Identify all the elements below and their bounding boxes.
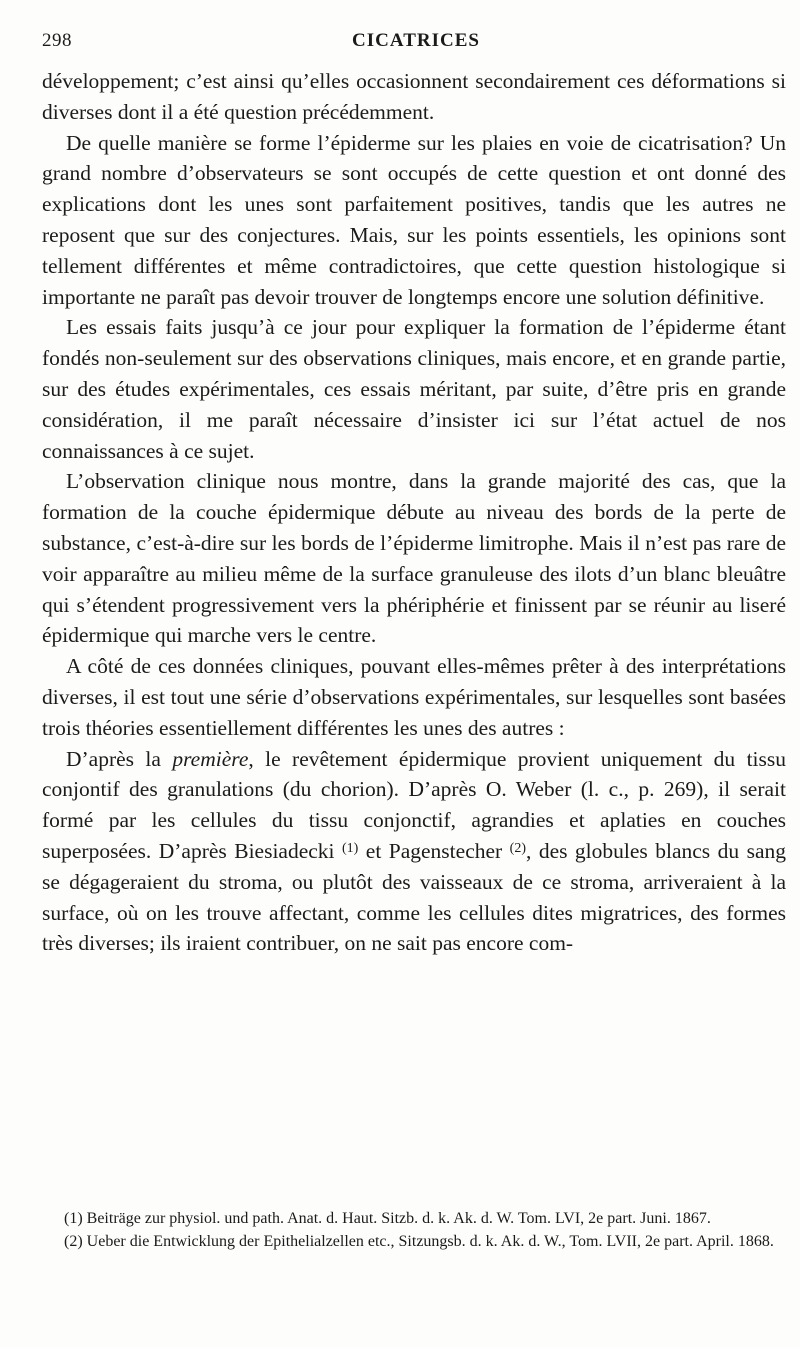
- page-number: 298: [42, 30, 72, 51]
- paragraph: [42, 651, 786, 743]
- paragraph-text: et Pagenstecher: [358, 838, 510, 863]
- footnote: (2) Ueber die Entwicklung der Epithelialzellen etc., Sitzungsb. d. k. Ak. d. W., Tom. LVII, 2e part. April. 1868.: [64, 1233, 774, 1250]
- paragraph-text: A côté de ces données cliniques, pouvant elles-mêmes prêter à des interprétations diverses, il est tout une série d’observations expérimentales, sur lesquelles sont basées trois théories essentiellement différentes les unes des autres :: [42, 654, 786, 740]
- paragraph: [42, 312, 786, 466]
- paragraph: [42, 744, 786, 960]
- paragraph-text: De quelle manière se forme l’épiderme sur les plaies en voie de cicatrisation? Un grand nombre d’observateurs se sont occupés de cette question et ont donné des explications dont les unes sont parfaitement positives, tandis que les autres ne reposent que sur des conjectures. Mais, sur les points essentiels, les opinions sont tellement différentes et même contradictoires, que cette question histologique si importante ne paraît pas devoir trouver de longtemps encore une solution définitive.: [42, 130, 786, 309]
- paragraph: [42, 128, 786, 313]
- paragraph-text: développement; c’est ainsi qu’elles occasionnent secondairement ces déformations si diverses dont il a été question précédemment.: [42, 69, 786, 124]
- body-text: [42, 66, 786, 959]
- paragraph: [42, 66, 786, 128]
- paragraph-text: , le revêtement épidermique provient uniquement du tissu conjontif des granulations (du chorion). D’après O. Weber (l. c., p. 269), il serait formé par les cellules du tissu conjonctif, agrandies et aplaties en couches superposées. D’après Biesiadecki: [42, 746, 786, 863]
- paragraph-text: , des globules blancs du sang se dégageraient du stroma, ou plutôt des vaisseaux de ce stroma, arriveraient à la surface, où on les trouve affectant, comme les cellules dites migratrices, des formes très diverses; ils iraient contribuer, on ne sait pas encore com-: [42, 838, 787, 956]
- paragraph-text: D’après la: [66, 746, 173, 771]
- running-head: [42, 30, 790, 60]
- footnote: (1) Beiträge zur physiol. und path. Anat. d. Haut. Sitzb. d. k. Ak. d. W. Tom. LVI, 2e part. Juni. 1867.: [64, 1210, 711, 1227]
- footnotes: [42, 1207, 786, 1253]
- paragraph-text: Les essais faits jusqu’à ce jour pour expliquer la formation de l’épiderme étant fondés non-seulement sur des observations cliniques, mais encore, et en grande partie, sur des études expérimentales, ces essais méritant, par suite, d’être pris en grande considération, il me paraît nécessaire d’insister ici sur l’état actuel de nos connaissances à ce sujet.: [42, 315, 786, 463]
- footnote-reference: (2): [509, 840, 526, 856]
- running-title: CICATRICES: [352, 30, 480, 51]
- paragraph: [42, 466, 786, 651]
- paragraph-text: L’observation clinique nous montre, dans la grande majorité des cas, que la formation de la couche épidermique débute au niveau des bords de la perte de substance, c’est-à-dire sur les bords de l’épiderme limitrophe. Mais il n’est pas rare de voir apparaître au milieu même de la surface granuleuse des ilots d’un blanc bleuâtre qui s’étendent progressivement vers la phériphérie et finissent par se réunir au liseré épidermique qui marche vers le centre.: [42, 469, 786, 648]
- italic-text: première: [172, 746, 249, 771]
- footnote-reference: (1): [342, 840, 359, 856]
